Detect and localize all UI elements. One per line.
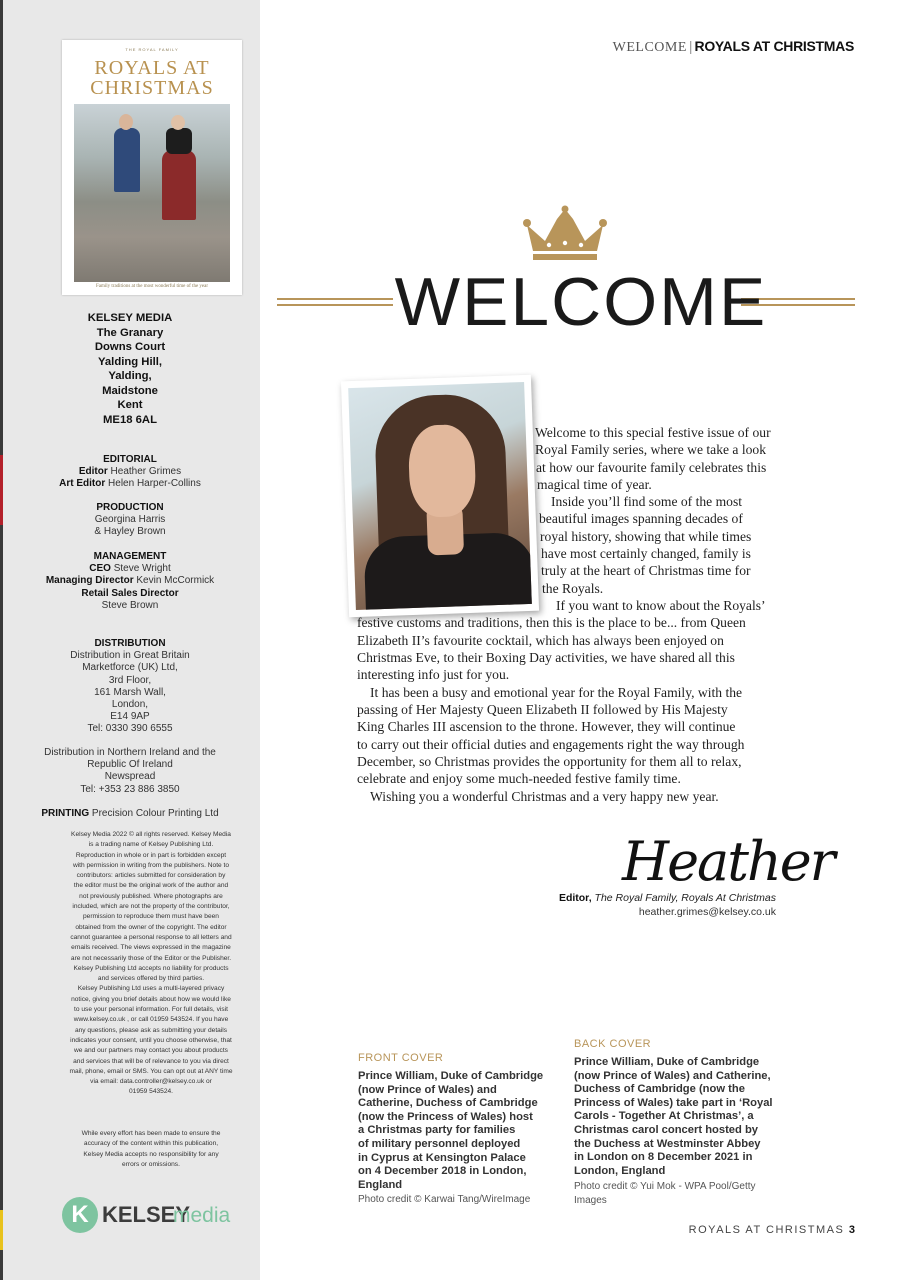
address-line: Yalding Hill, [97, 355, 163, 368]
distribution-line: E14 9AP [110, 711, 150, 723]
publisher-address [0, 311, 260, 427]
cover-caption: Family traditions at the most wonderful time of the year [95, 284, 209, 289]
header-section: WELCOME [612, 40, 687, 55]
art-editor-credit: Art Editor Helen Harper-Collins [59, 478, 201, 490]
editor-photo [341, 375, 539, 617]
title-rule-left [277, 298, 393, 306]
ceo-credit: CEO Steve Wright [89, 563, 171, 575]
rsd-credit-label: Retail Sales Director [81, 587, 179, 599]
cover-figure-catherine-top [166, 128, 192, 154]
cover-figure-catherine-head [171, 115, 185, 130]
letter-line: Welcome to this special festive issue of our [535, 425, 771, 440]
distribution-line: Distribution in Northern Ireland and the [44, 747, 216, 758]
front-cover-credit: Photo credit © Karwai Tang/WireImage [358, 1194, 531, 1205]
front-cover-heading: FRONT COVER [358, 1052, 444, 1064]
letter-line: King Charles III ascension to the throne. However, they will continue [357, 719, 736, 734]
editor-credit-line: Editor, The Royal Family, Royals At Christmas [558, 892, 776, 904]
kelsey-media-logo [62, 1197, 242, 1235]
disclaimer: While every effort has been made to ensure the accuracy of the content within this publication, Kelsey Media accepts no responsibility for any errors or omissions. [81, 1130, 221, 1168]
logo-word-media: media [173, 1204, 231, 1227]
letter-line: have most certainly changed, family is [541, 546, 751, 561]
letter-line: December, so Christmas provides the opportunity for them all to relax, [357, 754, 742, 769]
address-line: Maidstone [102, 384, 158, 397]
editorial-heading: EDITORIAL [103, 454, 157, 465]
address-line: KELSEY MEDIA [87, 312, 173, 324]
letter-line: to carry out their official duties and engagements right the way through [357, 737, 745, 752]
management-heading: MANAGEMENT [93, 551, 167, 562]
distribution-gb [0, 638, 260, 736]
cover-photo [74, 104, 230, 282]
cover-kicker: THE ROYAL FAMILY [125, 47, 179, 52]
letter-line: festive customs and traditions, then this is the place to be... from Queen [357, 615, 746, 630]
management-credits [0, 551, 260, 612]
cover-title-line2: CHRISTMAS [90, 77, 214, 99]
editor-credit: Editor Heather Grimes [78, 466, 182, 478]
crown-icon [521, 205, 609, 261]
letter-line: Royal Family series, where we take a look [535, 442, 767, 457]
page-number: 3 [848, 1224, 855, 1236]
letter-line: Wishing you a wonderful Christmas and a very happy new year. [370, 789, 719, 804]
back-cover-heading: BACK COVER [574, 1038, 652, 1050]
distribution-heading: DISTRIBUTION [94, 638, 166, 649]
production-line: & Hayley Brown [94, 526, 166, 538]
letter-line: the Royals. [542, 581, 604, 596]
page-title: WELCOME [394, 264, 768, 340]
address-line: Downs Court [94, 341, 166, 353]
distribution-line: Distribution in Great Britain [70, 650, 190, 662]
distribution-line: Newspread [104, 771, 156, 783]
distribution-ni [0, 747, 260, 796]
production-heading: PRODUCTION [96, 502, 164, 513]
page-footer [689, 1224, 855, 1236]
letter-line: truly at the heart of Christmas time for [541, 563, 751, 578]
distribution-line: London, [111, 699, 149, 711]
distribution-phone: Tel: +353 23 886 3850 [80, 783, 180, 795]
cover-figure-william-head [119, 114, 133, 130]
letter-line: royal history, showing that while times [540, 529, 752, 544]
editorial-credits [0, 454, 260, 491]
letter-line: beautiful images spanning decades of [539, 511, 743, 526]
editor-email: heather.grimes@kelsey.co.uk [638, 906, 776, 918]
cover-figure-catherine-skirt [162, 150, 196, 220]
cover-title-line1: ROYALS AT [94, 57, 210, 79]
back-cover-description: Prince William, Duke of Cambridge (now Prince of Wales) and Catherine, Duchess of Cambridge (now the Princess of Wales) take part in ‘Royal Carols - Together At Christmas’, a Christmas carol concert hosted by the Duchess at Westminster Abbey in London on 8 December 2021 in London, England [574, 1056, 773, 1177]
logo-word-kelsey: KELSEY [102, 1202, 191, 1227]
letter-line: celebrate and enjoy some much-needed festive family time. [357, 771, 681, 786]
distribution-line: 3rd Floor, [108, 674, 152, 686]
letter-line: Elizabeth II’s favourite cocktail, which has always been enjoyed on [357, 633, 724, 648]
address-line: Kent [117, 399, 143, 411]
letter-line: Inside you’ll find some of the most [551, 494, 743, 509]
distribution-line: Marketforce (UK) Ltd, [82, 662, 178, 674]
letter-line: at how our favourite family celebrates this [536, 460, 767, 475]
editor-signature: Heather [622, 830, 834, 893]
cover-thumbnail [62, 40, 242, 295]
cover-figure-william [114, 128, 140, 192]
md-credit: Managing Director Kevin McCormick [45, 575, 215, 587]
distribution-line: 161 Marsh Wall, [94, 686, 166, 698]
front-cover-description: Prince William, Duke of Cambridge (now Prince of Wales) and Catherine, Duchess of Cambridge (now the Princess of Wales) host a Christmas party for families of military personnel deployed in Cyprus at Kensington Palace on 4 December 2018 in London, England [358, 1070, 544, 1191]
address-line: ME18 6AL [103, 413, 157, 426]
running-header [613, 38, 854, 56]
page-edge-tab-yellow [0, 1210, 3, 1250]
footer-magazine: ROYALS AT CHRISTMAS [688, 1224, 845, 1236]
production-line: Georgina Harris [94, 514, 166, 526]
header-separator: | [688, 38, 693, 54]
kelsey-k-icon: K [62, 1197, 98, 1233]
letter-line: Christmas Eve, to their Boxing Day activities, we have shared all this [357, 650, 735, 665]
distribution-phone: Tel: 0330 390 6555 [87, 723, 173, 735]
legal-notice: Kelsey Media 2022 © all rights reserved. Kelsey Media is a trading name of Kelsey Publishing Ltd. Reproduction in whole or in part is forbidden except with permission in writing from the publishers. Note to contributors: articles submitted for consideration by the editor must be the original work of the author and not previously published. Where photographs are included, which are not the property of the contributor, permission to reproduce them must have been obtained from the owner of the copyright. The editor cannot guarantee a personal response to all letters and emails received. The views expressed in the magazine are not necessarily those of the Editor or the Publisher. Kelsey Publishing Ltd accepts no liability for products and services offered by third parties. Kelsey Publishing Ltd uses a multi-layered privacy notice, giving you brief details about how we would like to use your personal information. For full details, visit www.kelsey.co.uk , or call 01959 543524. If you have any questions, please ask as submitting your details indicates your consent, until you choose otherwise, that we and our partners may contact you about products and services that will be of relevance to you via direct mail, phone, email or SMS. You can opt out at ANY time via email: data.controller@kelsey.co.uk or 01959 543524. [69, 831, 233, 1096]
letter-line: If you want to know about the Royals’ [556, 598, 766, 613]
header-magazine: ROYALS AT CHRISTMAS [694, 38, 854, 54]
printing-credit: PRINTING Precision Colour Printing Ltd [41, 808, 219, 819]
production-credits [0, 502, 260, 539]
distribution-line: Republic Of Ireland [87, 759, 173, 771]
address-line: Yalding, [108, 370, 152, 382]
letter-line: interesting info just for you. [357, 667, 510, 682]
address-line: The Granary [96, 326, 164, 339]
letter-line: magical time of year. [537, 477, 652, 492]
rsd-credit-name: Steve Brown [101, 599, 159, 611]
editor-photo-image [348, 382, 532, 610]
letter-line: It has been a busy and emotional year for the Royal Family, with the [370, 685, 743, 700]
letter-line: passing of Her Majesty Queen Elizabeth II followed by His Majesty [357, 702, 728, 717]
back-cover-credit: Photo credit © Yui Mok - WPA Pool/Getty Images [574, 1181, 756, 1206]
